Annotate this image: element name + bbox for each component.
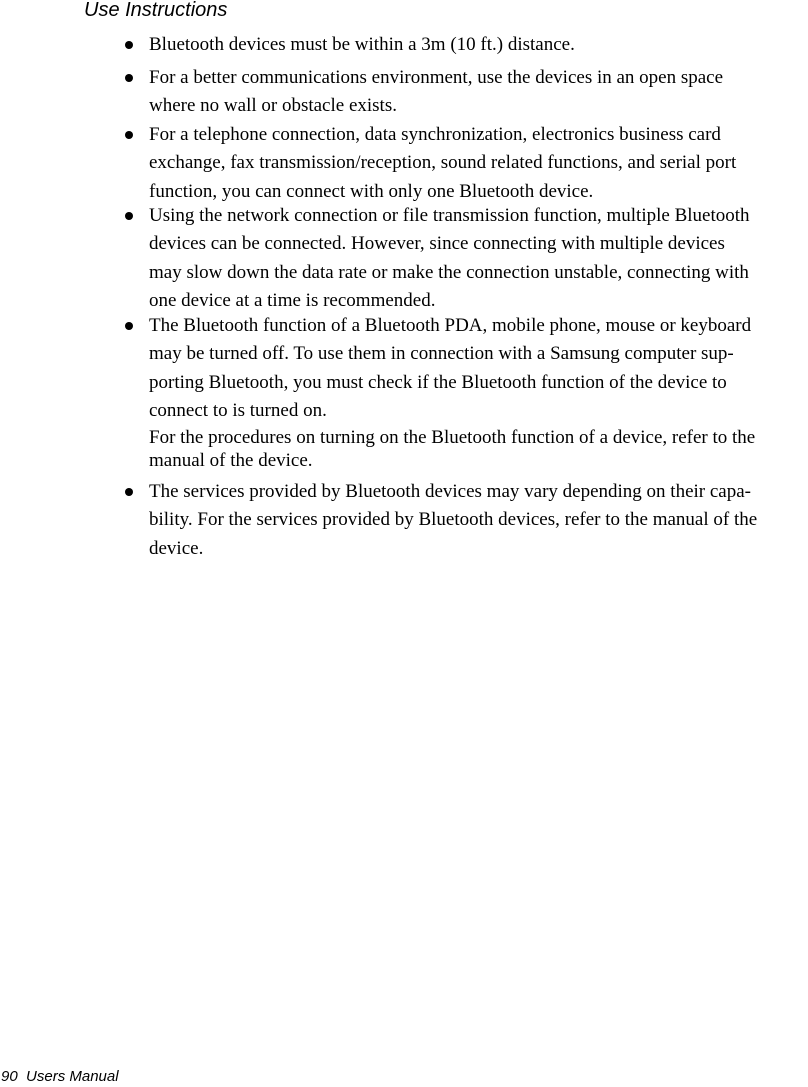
- list-item-text: Bluetooth devices must be within a 3m (10 ft.) distance.: [149, 34, 575, 55]
- bullet-icon: [125, 131, 133, 139]
- page-footer: [1, 1067, 119, 1087]
- section-title: Use Instructions: [84, 0, 228, 21]
- list-item-text: The services provided by Bluetooth devices may vary depending on their capa- bility. For the services provided by Bluetooth devices, refer to the manual of the device.: [149, 481, 758, 559]
- bullet-icon: [125, 488, 133, 496]
- list-item-text: For a better communications environment, use the devices in an open space where no wall or obstacle exists.: [149, 67, 724, 117]
- bullet-icon: [125, 322, 133, 330]
- note-paragraph: For the procedures on turning on the Bluetooth function of a device, refer to the manual of the device.: [149, 427, 756, 471]
- bullet-icon: [125, 74, 133, 82]
- list-item-text: Using the network connection or file transmission function, multiple Bluetooth devices can be connected. However, since connecting with multiple devices may slow down the data rate or make the connection unstable, connecting with one device at a time is recommended.: [149, 205, 750, 311]
- list-item-text: For a telephone connection, data synchronization, electronics business card exchange, fax transmission/reception, sound related functions, and serial port function, you can connect with only one Bluetooth device.: [149, 124, 737, 202]
- bullet-icon: [125, 212, 133, 220]
- list-item-text: The Bluetooth function of a Bluetooth PDA, mobile phone, mouse or keyboard may be turned off. To use them in connection with a Samsung computer sup- porting Bluetooth, you must check if the Bluetooth function of the device to connect to is turned on.: [149, 315, 752, 421]
- manual-title: Users Manual: [26, 1068, 119, 1085]
- bullet-icon: [125, 41, 133, 49]
- page-number: 90: [1, 1068, 18, 1085]
